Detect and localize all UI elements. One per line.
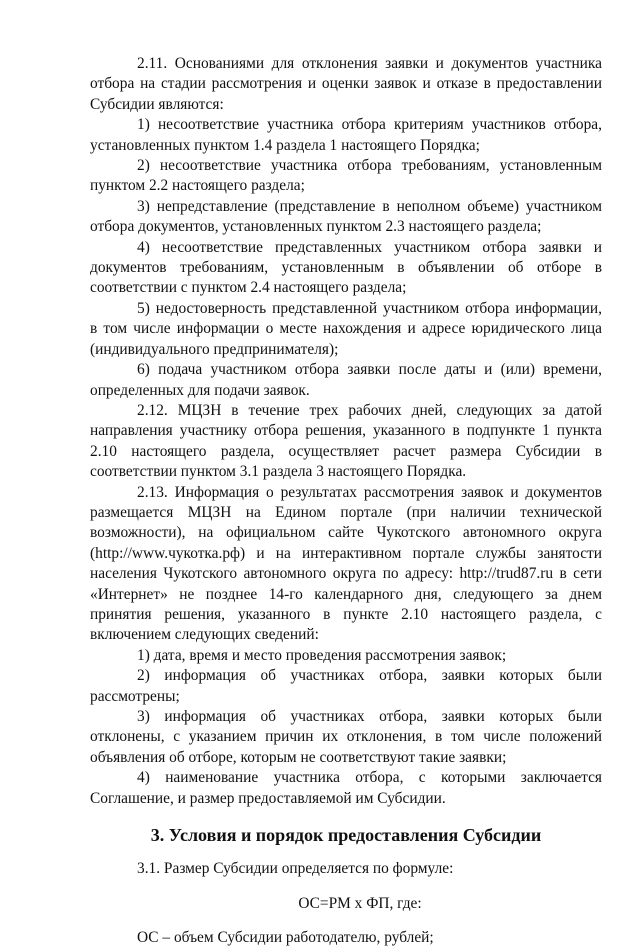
paragraph-2-13: 2.13. Информация о результатах рассмотрения заявок и документов размещается МЦЗН на Едином портале (при наличии технической возможности), на официальном сайте Чукотского автономного округа (http://www.чукотка.рф) и на интерактивном портале службы занятости населения Чукотского автономного округа по адресу: http://trud87.ru в сети «Интернет» не позднее 14-го календарного дня, следующего за днем принятия решения, указанного в пункте 2.10 настоящего раздела, с включением следующих сведений: <box>90 483 602 644</box>
paragraph-2-11: 2.11. Основаниями для отклонения заявки и документов участника отбора на стадии рассмотрения и оценки заявок и отказе в предоставлении Субсидии являются: <box>90 55 602 113</box>
document-page <box>90 54 602 949</box>
spacer <box>90 845 602 859</box>
list-item-2-13-1: 1) дата, время и место проведения рассмотрения заявок; <box>137 646 507 664</box>
list-item-2-13-4: 4) наименование участника отбора, с которыми заключается Соглашение, и размер предоставляемой им Субсидии. <box>90 769 602 807</box>
list-item-2-13-2: 2) информация об участниках отбора, заявки которых были рассмотрены; <box>90 667 602 705</box>
list-item-2-11-6: 6) подача участником отбора заявки после даты и (или) времени, определенных для подачи заявок. <box>90 361 602 399</box>
paragraph-3-1: 3.1. Размер Субсидии определяется по формуле: <box>137 860 454 878</box>
list-item-2-11-2: 2) несоответствие участника отбора требованиям, установленным пунктом 2.2 настоящего раздела; <box>90 157 602 195</box>
paragraph-2-12: 2.12. МЦЗН в течение трех рабочих дней, следующих за датой направления участнику отбора решения, указанного в подпункте 1 пункта 2.10 настоящего раздела, осуществляет расчет размера Субсидии в соответствии пунктом 3.1 раздела 3 настоящего Порядка. <box>90 401 602 481</box>
list-item-2-11-3: 3) непредставление (представление в неполном объеме) участником отбора документов, установленных пунктом 2.3 настоящего раздела; <box>90 197 602 236</box>
spacer <box>90 914 602 928</box>
section-3-heading: 3. Условия и порядок предоставления Субсидии <box>150 825 542 846</box>
subsidy-formula: ОС=РМ х ФП, где: <box>298 894 422 912</box>
list-item-2-11-4: 4) несоответствие представленных участником отбора заявки и документов требованиям, установленным в объявлении об отборе в соответствии с пунктом 2.4 настоящего раздела; <box>90 238 602 297</box>
spacer <box>90 880 602 894</box>
definition-os: ОС – объем Субсидии работодателю, рублей; <box>137 929 434 947</box>
list-item-2-13-3: 3) информация об участниках отбора, заявки которых были отклонены, с указанием причин их отклонения, в том числе положений объявления об отборе, которым не соответствуют такие заявки; <box>90 708 602 766</box>
list-item-2-11-1: 1) несоответствие участника отбора критериям участников отбора, установленных пунктом 1.4 раздела 1 настоящего Порядка; <box>90 116 602 154</box>
list-item-2-11-5: 5) недостоверность представленной участником отбора информации, в том числе информации о месте нахождения и адресе юридического лица (индивидуального предпринимателя); <box>90 299 602 358</box>
